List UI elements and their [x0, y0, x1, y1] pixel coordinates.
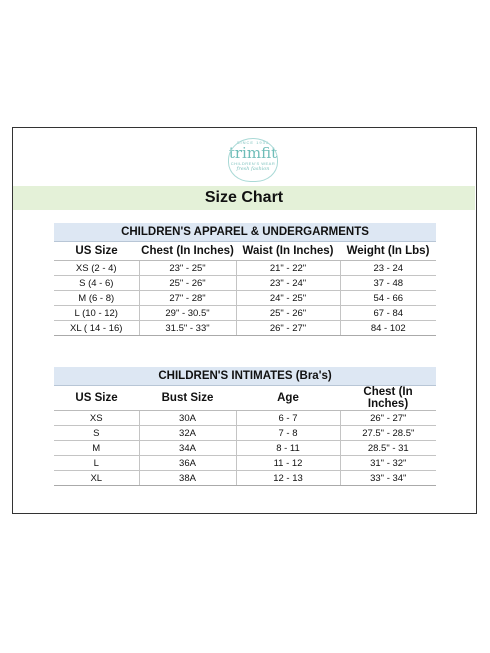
table-cell: 67 - 84 [340, 306, 436, 321]
intimates-size-table [54, 367, 436, 486]
intimates-table-heading: CHILDREN'S INTIMATES (Bra's) [54, 367, 436, 386]
table-cell: 28.5" - 31 [340, 441, 436, 456]
table-cell: 26" - 27" [340, 411, 436, 426]
table-cell: M (6 - 8) [54, 291, 139, 306]
table-cell: 6 - 7 [236, 411, 340, 426]
table-cell: 23 - 24 [340, 261, 436, 276]
table-cell: 21" - 22" [236, 261, 340, 276]
table-row [54, 291, 436, 306]
logo-script-text: fresh fashion [236, 166, 270, 172]
table-cell: 36A [139, 456, 236, 471]
column-header: Age [236, 386, 340, 411]
column-header: Chest (In Inches) [340, 386, 436, 411]
column-header: Weight (In Lbs) [340, 242, 436, 261]
logo-badge-outline [228, 138, 278, 182]
table-row [54, 411, 436, 426]
table-cell: 27" - 28" [139, 291, 236, 306]
table-row [54, 261, 436, 276]
table-cell: 31.5" - 33" [139, 321, 236, 336]
table-cell: L [54, 456, 139, 471]
table-cell: 11 - 12 [236, 456, 340, 471]
column-header: Waist (In Inches) [236, 242, 340, 261]
logo-wordmark: trimfit [228, 144, 278, 162]
table-row [54, 441, 436, 456]
table-cell: L (10 - 12) [54, 306, 139, 321]
table-row [54, 306, 436, 321]
table-cell: 23" - 24" [236, 276, 340, 291]
table-cell: 30A [139, 411, 236, 426]
table-cell: 31" - 32" [340, 456, 436, 471]
apparel-table-heading: CHILDREN'S APPAREL & UNDERGARMENTS [54, 223, 436, 242]
table-cell: 84 - 102 [340, 321, 436, 336]
logo-top-text: SINCE 1935 [236, 140, 270, 145]
table-cell: 29" - 30.5" [139, 306, 236, 321]
table-row [54, 321, 436, 336]
logo-sub-text: CHILDREN'S WEAR [230, 161, 276, 166]
table-cell: XS [54, 411, 139, 426]
table-row [54, 471, 436, 486]
table-cell: 26" - 27" [236, 321, 340, 336]
apparel-size-table [54, 223, 436, 336]
table-cell: 25" - 26" [236, 306, 340, 321]
table-cell: 25" - 26" [139, 276, 236, 291]
trimfit-logo [222, 138, 284, 182]
table-cell: M [54, 441, 139, 456]
table-cell: 24" - 25" [236, 291, 340, 306]
table-cell: S [54, 426, 139, 441]
table-row [54, 276, 436, 291]
table-cell: XL [54, 471, 139, 486]
table-cell: 12 - 13 [236, 471, 340, 486]
column-header: Chest (In Inches) [139, 242, 236, 261]
table-cell: 34A [139, 441, 236, 456]
column-header: US Size [54, 242, 139, 261]
table-cell: 27.5" - 28.5" [340, 426, 436, 441]
table-row [54, 426, 436, 441]
table-cell: 37 - 48 [340, 276, 436, 291]
table-cell: 38A [139, 471, 236, 486]
table-cell: S (4 - 6) [54, 276, 139, 291]
table-cell: 23" - 25" [139, 261, 236, 276]
table-cell: 7 - 8 [236, 426, 340, 441]
size-chart-title: Size Chart [13, 186, 475, 210]
table-row [54, 456, 436, 471]
column-header: Bust Size [139, 386, 236, 411]
table-cell: 33" - 34" [340, 471, 436, 486]
table-cell: 8 - 11 [236, 441, 340, 456]
table-cell: XL ( 14 - 16) [54, 321, 139, 336]
column-header: US Size [54, 386, 139, 411]
size-chart-card [12, 127, 477, 514]
table-cell: 32A [139, 426, 236, 441]
table-cell: XS (2 - 4) [54, 261, 139, 276]
table-cell: 54 - 66 [340, 291, 436, 306]
